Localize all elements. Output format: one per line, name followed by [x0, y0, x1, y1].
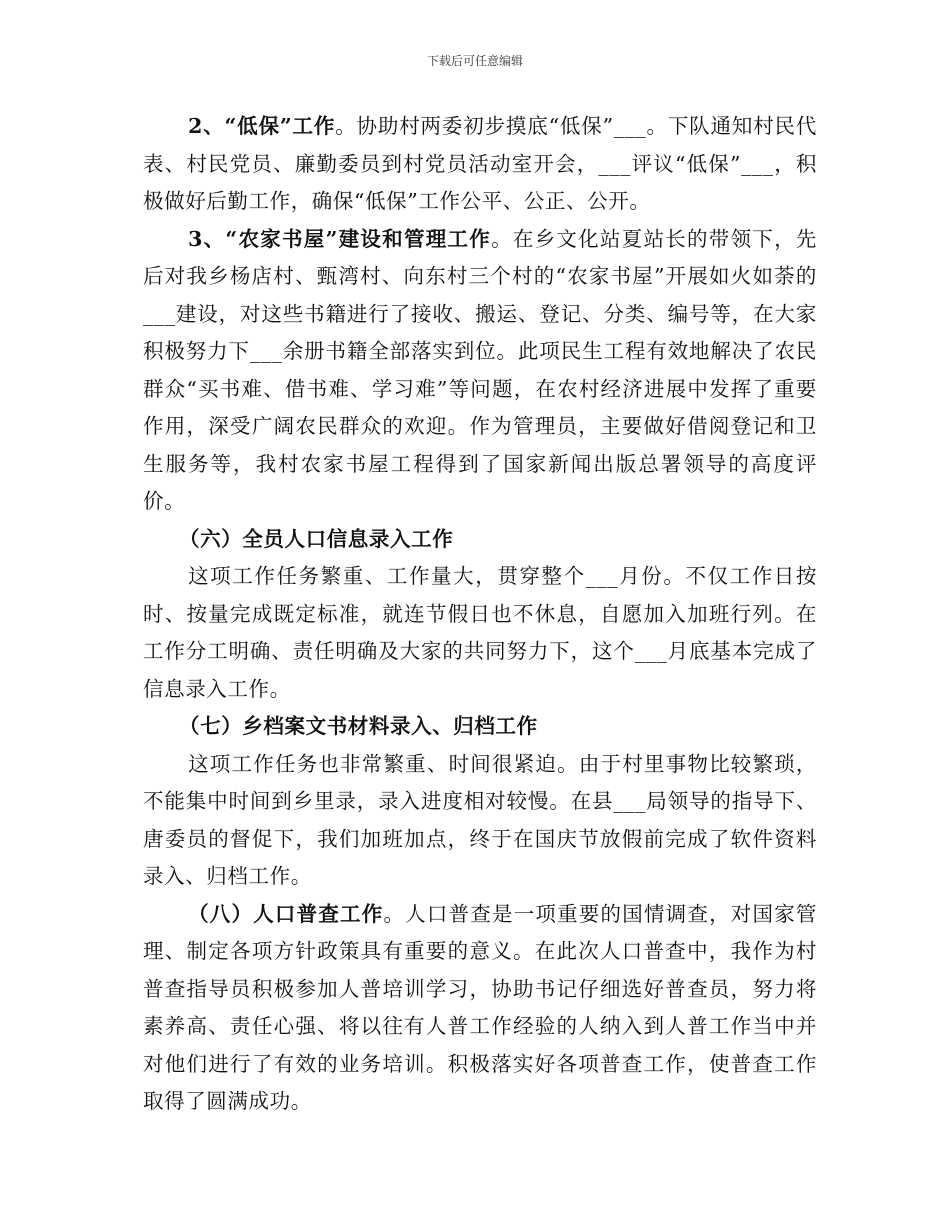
- paragraph-section-7: 这项工作任务也非常繁重、时间很紧迫。由于村里事物比较繁琐，不能集中时间到乡里录，录入进度相对较慢。在县___局领导的指导下、唐委员的督促下，我们加班加点，终于在国庆节放假前完成了软件资料录入、归档工作。: [143, 751, 817, 888]
- paragraph-section-6: 这项工作任务繁重、工作量大，贯穿整个___月份。不仅工作日按时、按量完成既定标准，就连节假日也不休息，自愿加入加班行列。在工作分工明确、责任明确及大家的共同努力下，这个___月底基本完成了信息录入工作。: [143, 564, 817, 701]
- paragraph-lead: 3、“农家书屋”建设和管理工作: [188, 226, 492, 251]
- section-heading-7: （七）乡档案文书材料录入、归档工作: [179, 714, 538, 738]
- paragraph-lead: （八）人口普查工作: [188, 901, 384, 926]
- page-header-note: 下载后可任意编辑: [426, 54, 523, 68]
- paragraph-text: 。人口普查是一项重要的国情调查，对国家管理、制定各项方针政策具有重要的意义。在此次人口普查中，我作为村普查指导员积极参加人普培训学习，协助书记仔细选好普查员，努力将素养高、责任心强、将以往有人普工作经验的人纳入到人普工作当中并对他们进行了有效的业务培训。积极落实好各项普查工作，使普查工作取得了圆满成功。: [143, 901, 818, 1113]
- paragraph-text: 。在乡文化站夏站长的带领下，先后对我乡杨店村、甄湾村、向东村三个村的“农家书屋”开展如火如荼的___建设，对这些书籍进行了接收、搬运、登记、分类、编号等，在大家积极努力下___余册书籍全部落实到位。此项民生工程有效地解决了农民群众“买书难、借书难、学习难”等问题，在农村经济进展中发挥了重要作用，深受广阔农民群众的欢迎。作为管理员，主要做好借阅登记和卫生服务等，我村农家书屋工程得到了国家新闻出版总署领导的高度评价。: [143, 226, 817, 513]
- document-body: [143, 108, 817, 1121]
- paragraph-lead: 2、“低保”工作: [188, 114, 336, 138]
- paragraph-section-8: [143, 896, 817, 1121]
- section-heading-6: （六）全员人口信息录入工作: [179, 526, 454, 551]
- paragraph-text: 。协助村两委初步摸底“低保”___。下队通知村民代表、村民党员、廉勤委员到村党员活动室开会，___评议“低保”___，积极做好后勤工作，确保“低保”工作公平、公正、公开。: [143, 114, 817, 213]
- paragraph-low-income-work: [143, 108, 817, 221]
- paragraph-farmhouse-library: [143, 221, 817, 521]
